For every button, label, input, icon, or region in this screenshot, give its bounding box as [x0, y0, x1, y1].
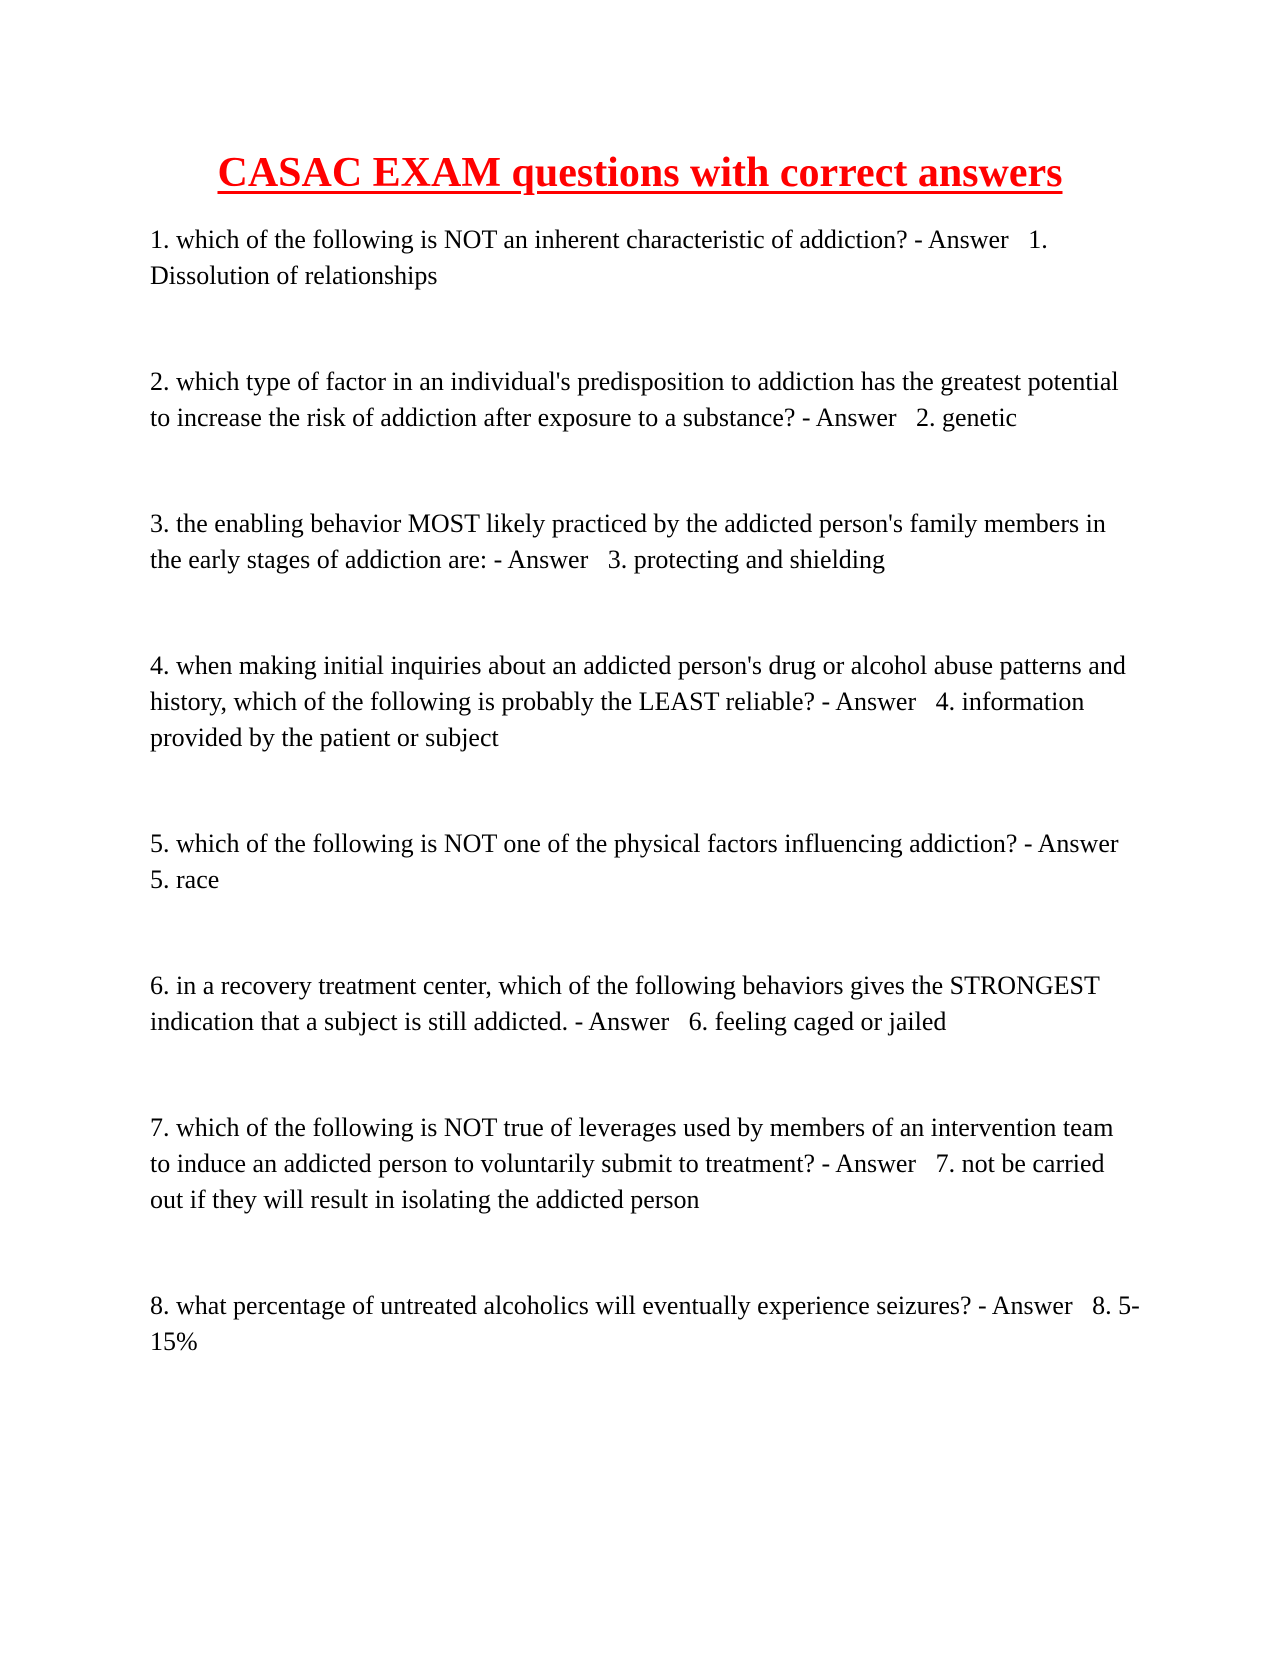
qa-list	[150, 222, 1140, 1430]
answer-separator: - Answer	[971, 1291, 1093, 1320]
question-text: 7. which of the following is NOT true of leverages used by members of an intervention team to induce an addicted person to voluntarily submit to treatment?	[150, 1113, 1120, 1178]
qa-item	[150, 648, 1140, 756]
question-text: 6. in a recovery treatment center, which of the following behaviors gives the STRONGEST indication that a subject is still addicted.	[150, 971, 1106, 1036]
answer-separator: - Answer	[487, 545, 608, 574]
qa-item	[150, 506, 1140, 578]
question-text: 3. the enabling behavior MOST likely practiced by the addicted person's family members in the early stages of addiction are:	[150, 509, 1113, 574]
qa-item	[150, 364, 1140, 436]
answer-text: 3. protecting and shielding	[607, 545, 886, 574]
qa-item	[150, 968, 1140, 1040]
answer-separator: - Answer	[1017, 829, 1139, 858]
answer-text: 6. feeling caged or jailed	[688, 1007, 947, 1036]
qa-item	[150, 826, 1140, 898]
answer-separator: - Answer	[815, 687, 936, 716]
document-title: CASAC EXAM questions with correct answers	[217, 150, 1063, 196]
answer-text: 7. not be carried out if they will result in isolating the addicted person	[150, 1149, 1112, 1214]
answer-separator: - Answer	[568, 1007, 689, 1036]
answer-text: 1. Dissolution of relationships	[150, 225, 1055, 290]
question-text: 5. which of the following is NOT one of the physical factors influencing addiction?	[150, 829, 1018, 858]
question-text: 1. which of the following is NOT an inherent characteristic of addiction?	[150, 225, 908, 254]
answer-text: 5. race	[150, 865, 220, 894]
answer-separator: - Answer	[907, 225, 1029, 254]
answer-text: 4. information provided by the patient or subject	[150, 687, 1091, 752]
answer-text: 2. genetic	[916, 403, 1018, 432]
question-text: 4. when making initial inquiries about an addicted person's drug or alcohol abuse patterns and history, which of the following is probably the LEAST reliable?	[150, 651, 1133, 716]
answer-separator: - Answer	[795, 403, 917, 432]
question-text: 2. which type of factor in an individual's predisposition to addiction has the greatest potential to increase the risk of addiction after exposure to a substance?	[150, 367, 1126, 432]
qa-item	[150, 222, 1140, 294]
answer-separator: - Answer	[815, 1149, 936, 1178]
qa-item	[150, 1110, 1140, 1218]
question-text: 8. what percentage of untreated alcoholics will eventually experience seizures?	[150, 1291, 972, 1320]
answer-text: 8. 5-15%	[150, 1291, 1140, 1356]
qa-item	[150, 1288, 1140, 1360]
